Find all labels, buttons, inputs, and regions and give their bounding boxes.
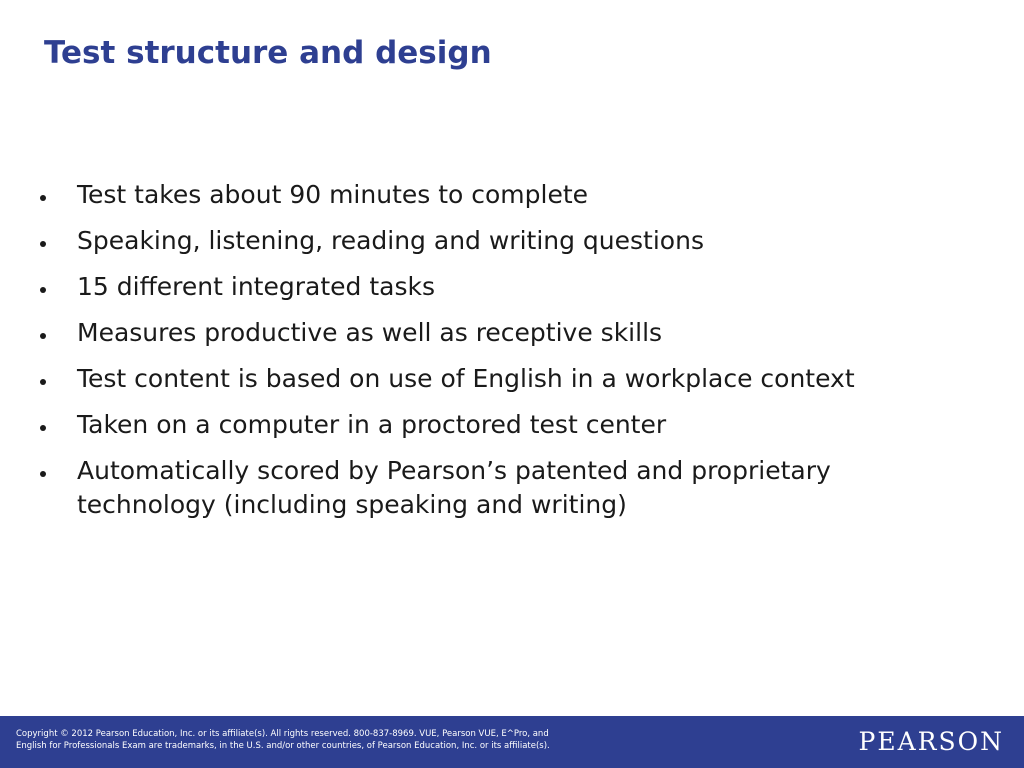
bullet-text: Test takes about 90 minutes to complete: [77, 180, 589, 209]
bullet-dot-icon: [40, 425, 46, 431]
footer-copyright: [16, 728, 736, 752]
bullet-item: [40, 362, 940, 396]
pearson-logo: PEARSON: [858, 727, 1004, 756]
bullet-text: 15 different integrated tasks: [77, 272, 435, 301]
copyright-line-2: English for Professionals Exam are trademarks, in the U.S. and/or other countries, of Pearson Education, Inc. or its affiliate(s).: [16, 741, 550, 751]
bullet-text: Automatically scored by Pearson’s patented and proprietary technology (including speaking and writing): [77, 456, 831, 519]
bullet-dot-icon: [40, 287, 46, 293]
slide-title: Test structure and design: [44, 35, 492, 71]
bullet-text: Measures productive as well as receptive skills: [77, 318, 663, 347]
bullet-dot-icon: [40, 241, 46, 247]
footer-bar: [0, 716, 1024, 768]
bullet-item: [40, 316, 940, 350]
bullet-text: Test content is based on use of English in a workplace context: [77, 364, 855, 393]
bullet-item: [40, 270, 940, 304]
bullet-text: Speaking, listening, reading and writing questions: [77, 226, 704, 255]
bullet-dot-icon: [40, 379, 46, 385]
bullet-text: Taken on a computer in a proctored test center: [77, 410, 667, 439]
bullet-item: [40, 178, 940, 212]
copyright-line-1: Copyright © 2012 Pearson Education, Inc. or its affiliate(s). All rights reserved. 800-837-8969. VUE, Pearson VUE, E^Pro, and: [16, 729, 549, 739]
bullet-dot-icon: [40, 195, 46, 201]
bullet-item: [40, 408, 940, 442]
bullet-item: [40, 224, 940, 258]
bullet-item: [40, 454, 940, 522]
bullet-list: [40, 178, 940, 534]
bullet-dot-icon: [40, 333, 46, 339]
bullet-dot-icon: [40, 471, 46, 477]
